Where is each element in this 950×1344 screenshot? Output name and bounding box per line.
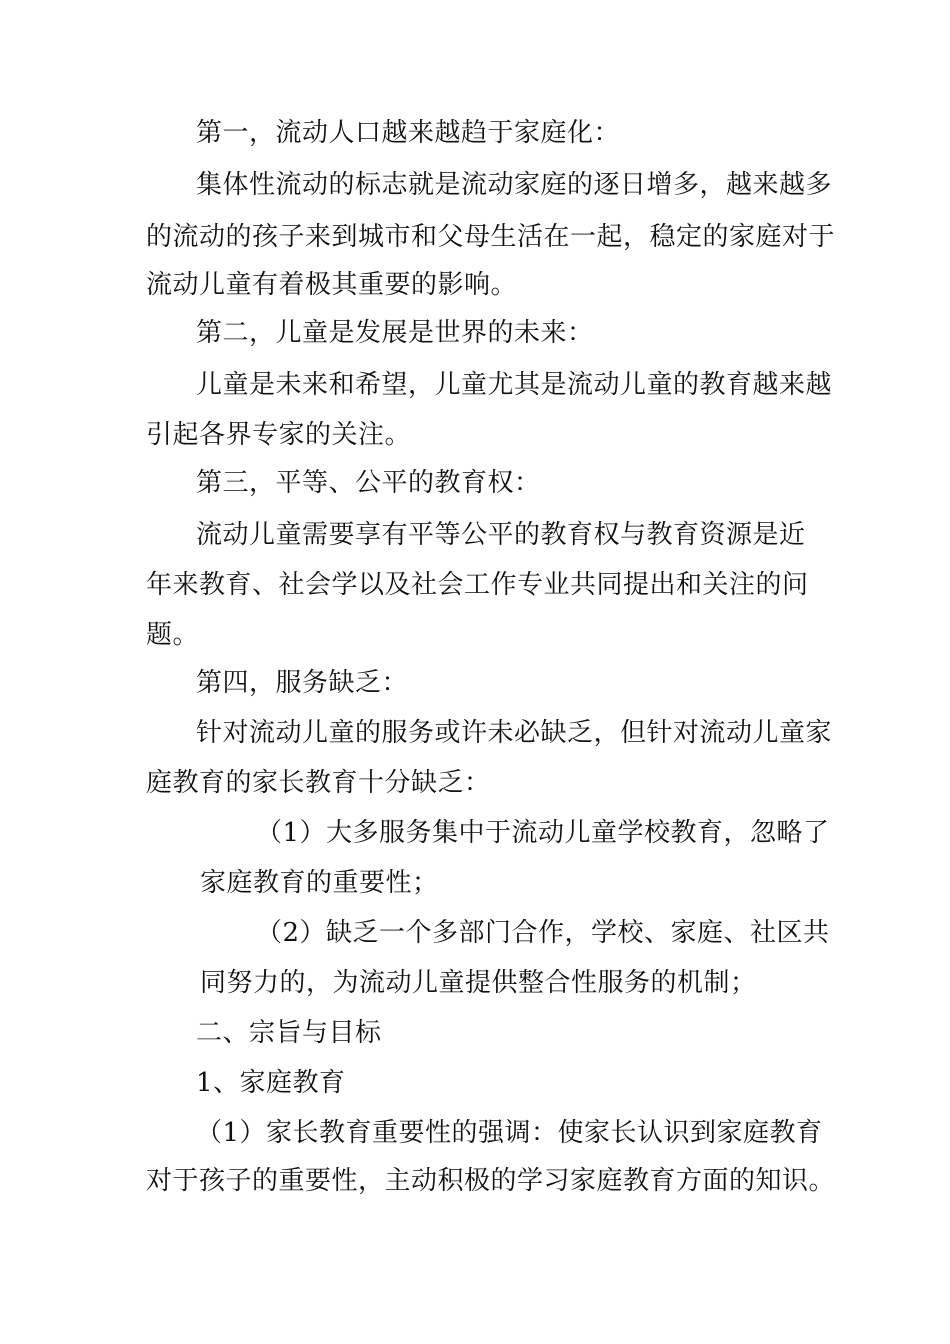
list-item-line: （1）大多服务集中于流动儿童学校教育，忽略了: [256, 818, 830, 848]
paragraph-line: 流动儿童有着极其重要的影响。: [146, 270, 518, 300]
section-heading: 二、宗旨与目标: [196, 1018, 382, 1048]
heading-point-three: 第三，平等、公平的教育权：: [196, 468, 541, 498]
list-item-line: 同努力的，为流动儿童提供整合性服务的机制；: [200, 968, 757, 998]
heading-point-four: 第四，服务缺乏：: [196, 668, 409, 698]
heading-point-one: 第一，流动人口越来越趋于家庭化：: [196, 118, 621, 148]
subsection-heading: 1、家庭教育: [196, 1068, 346, 1098]
list-item-line: （2）缺乏一个多部门合作，学校、家庭、社区共: [256, 918, 830, 948]
paragraph-line: 流动儿童需要享有平等公平的教育权与教育资源是近: [196, 520, 806, 550]
paragraph-line: 庭教育的家长教育十分缺乏：: [146, 768, 491, 798]
paragraph-line: 年来教育、社会学以及社会工作专业共同提出和关注的问: [146, 570, 809, 600]
paragraph-line: 针对流动儿童的服务或许未必缺乏，但针对流动儿童家: [196, 718, 833, 748]
list-item-line: 家庭教育的重要性；: [200, 868, 439, 898]
paragraph-line: 题。: [146, 620, 200, 650]
paragraph-line: 儿童是未来和希望，儿童尤其是流动儿童的教育越来越: [196, 370, 833, 400]
paragraph-line: 集体性流动的标志就是流动家庭的逐日增多，越来越多: [196, 170, 833, 200]
heading-point-two: 第二，儿童是发展是世界的未来：: [196, 318, 594, 348]
paragraph-line: 的流动的孩子来到城市和父母生活在一起，稳定的家庭对于: [146, 222, 836, 252]
paragraph-line: 对于孩子的重要性，主动积极的学习家庭教育方面的知识。: [146, 1166, 836, 1196]
paragraph-line: 引起各界专家的关注。: [146, 420, 412, 450]
paragraph-line: （1）家长教育重要性的强调：使家长认识到家庭教育: [196, 1118, 823, 1148]
